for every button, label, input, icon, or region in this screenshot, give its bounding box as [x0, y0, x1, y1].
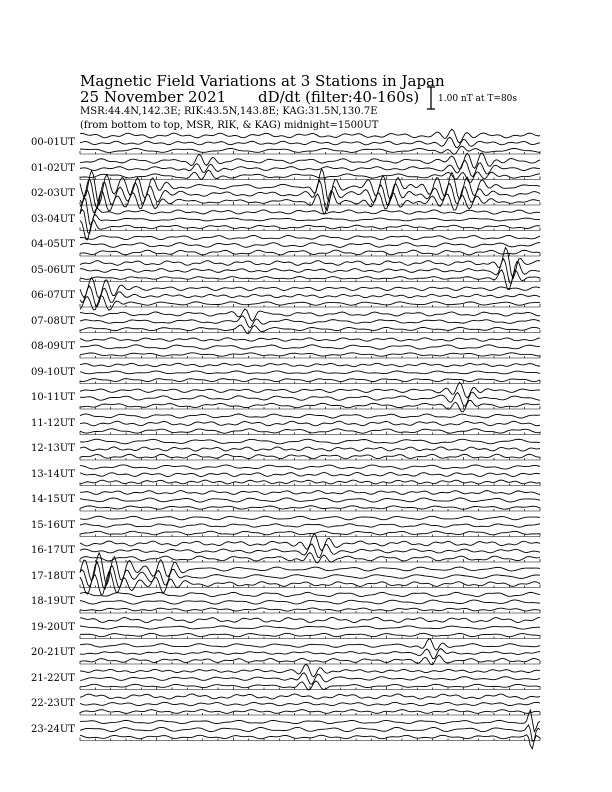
trace-kag-09-10ut — [80, 363, 540, 366]
trace-rik-16-17ut — [80, 544, 540, 558]
chart-quantity: dD/dt (filter:40-160s) — [258, 88, 420, 106]
hour-label: 02-03UT — [31, 188, 75, 199]
trace-rik-10-11ut — [80, 392, 540, 406]
trace-kag-10-11ut — [80, 382, 540, 397]
trace-rik-13-14ut — [80, 473, 540, 477]
hour-label: 10-11UT — [31, 392, 75, 403]
trace-kag-00-01ut — [80, 129, 540, 143]
hour-label: 11-12UT — [31, 417, 75, 429]
hour-label: 08-09UT — [31, 341, 75, 352]
hour-label: 20-21UT — [31, 647, 75, 658]
trace-rik-22-23ut — [80, 702, 540, 705]
trace-kag-05-06ut — [80, 248, 540, 279]
hour-label: 22-23UT — [31, 698, 75, 709]
hour-label: 16-17UT — [31, 545, 75, 556]
hour-label: 23-24UT — [31, 723, 75, 735]
trace-kag-22-23ut — [80, 694, 540, 699]
trace-kag-13-14ut — [80, 465, 540, 469]
station-order-note: (from bottom to top, MSR, RIK, & KAG) midnight=1500UT — [80, 120, 379, 131]
trace-kag-14-15ut — [80, 491, 540, 495]
trace-rik-08-09ut — [80, 345, 540, 349]
hour-label: 12-13UT — [31, 443, 75, 454]
hour-label: 14-15UT — [31, 494, 75, 505]
hour-label: 15-16UT — [31, 519, 75, 531]
hour-label: 03-04UT — [31, 213, 75, 225]
hour-label: 07-08UT — [31, 315, 75, 327]
trace-msr-06-07ut — [80, 296, 540, 311]
hour-label: 18-19UT — [31, 596, 75, 607]
hour-label: 19-20UT — [31, 621, 75, 633]
hour-label: 21-22UT — [31, 672, 75, 684]
trace-msr-17-18ut — [80, 572, 540, 595]
hour-label: 00-01UT — [31, 137, 75, 148]
trace-rik-07-08ut — [80, 316, 540, 328]
scale-label: 1.00 nT at T=80s — [438, 94, 518, 104]
trace-rik-21-22ut — [80, 673, 540, 684]
trace-rik-09-10ut — [80, 371, 540, 374]
trace-rik-20-21ut — [80, 649, 540, 659]
trace-rik-06-07ut — [80, 286, 540, 306]
trace-rik-01-02ut — [80, 160, 540, 176]
trace-kag-01-02ut — [80, 153, 540, 169]
trace-kag-18-19ut — [80, 592, 540, 596]
trace-kag-07-08ut — [80, 309, 540, 321]
trace-rik-19-20ut — [80, 626, 540, 629]
trace-rik-11-12ut — [80, 421, 540, 426]
trace-rik-12-13ut — [80, 447, 540, 451]
trace-kag-17-18ut — [80, 553, 540, 585]
trace-rik-00-01ut — [80, 137, 540, 148]
hour-label: 17-18UT — [31, 570, 75, 582]
hour-label: 09-10UT — [31, 366, 75, 378]
trace-rik-04-05ut — [80, 243, 540, 248]
trace-kag-20-21ut — [80, 639, 540, 651]
hour-label: 04-05UT — [31, 239, 75, 250]
hour-label: 13-14UT — [31, 468, 75, 480]
trace-rik-15-16ut — [80, 524, 540, 527]
station-coordinates: MSR:44.4N,142.3E; RIK:43.5N,143.8E; KAG:31.5N,130.7E — [80, 106, 378, 117]
trace-kag-12-13ut — [80, 439, 540, 444]
trace-kag-21-22ut — [80, 664, 540, 677]
trace-rik-18-19ut — [80, 600, 540, 604]
trace-rik-14-15ut — [80, 498, 540, 502]
chart-date: 25 November 2021 — [80, 88, 227, 106]
trace-kag-19-20ut — [80, 617, 540, 622]
chart-title: Magnetic Field Variations at 3 Stations in Japan — [80, 72, 445, 90]
trace-kag-04-05ut — [80, 235, 540, 239]
trace-kag-08-09ut — [80, 338, 540, 341]
hour-label: 05-06UT — [31, 264, 75, 276]
trace-msr-01-02ut — [80, 170, 540, 182]
hour-label: 06-07UT — [31, 290, 75, 301]
trace-msr-23-24ut — [80, 735, 540, 749]
trace-kag-15-16ut — [80, 516, 540, 520]
trace-kag-11-12ut — [80, 414, 540, 418]
hour-label: 01-02UT — [31, 162, 75, 174]
